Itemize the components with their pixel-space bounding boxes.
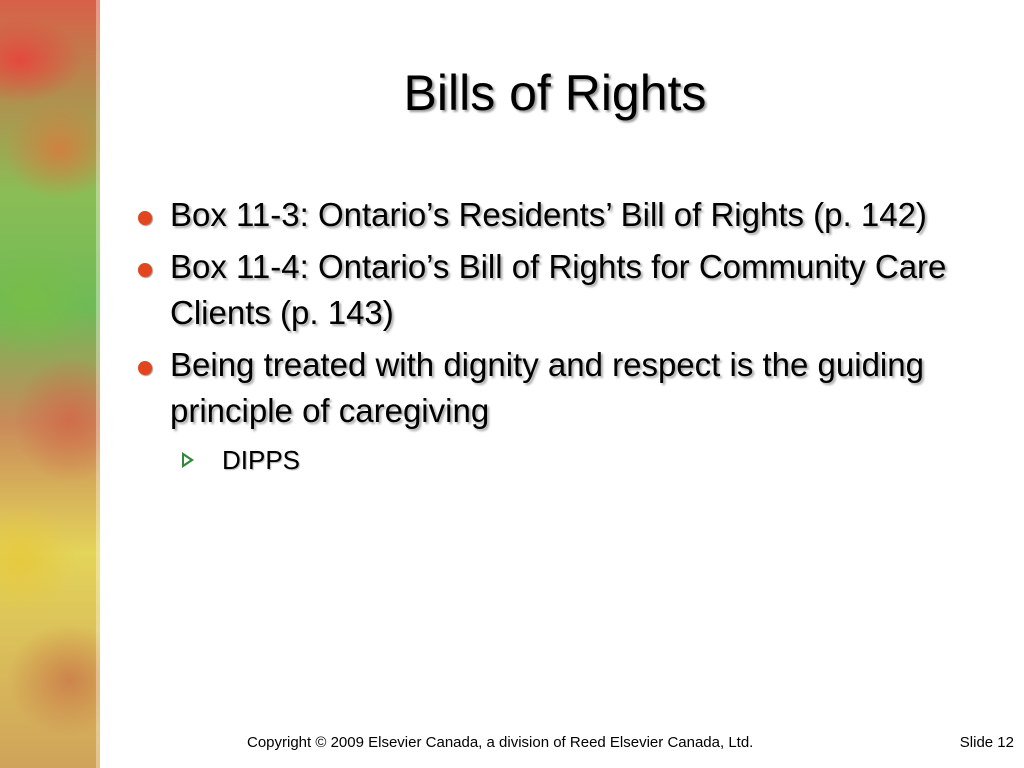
- bullet-item: [130, 192, 970, 238]
- footer: [100, 732, 1024, 756]
- green-arrow-bullet-icon: [182, 452, 194, 468]
- bullet-list: [130, 192, 970, 480]
- bullet-item: [130, 244, 970, 336]
- slide-number: Slide 12: [959, 734, 1014, 751]
- orange-dot-bullet-icon: [138, 361, 152, 375]
- bullet-item: [130, 342, 970, 434]
- bullet-text: Box 11-3: Ontario’s Residents’ Bill of Rights (p. 142): [170, 196, 927, 233]
- orange-dot-bullet-icon: [138, 263, 152, 277]
- copyright-text: Copyright © 2009 Elsevier Canada, a division of Reed Elsevier Canada, Ltd.: [247, 734, 754, 751]
- sub-bullet-text: DIPPS: [222, 445, 301, 475]
- bullet-text: Being treated with dignity and respect is the guiding principle of caregiving: [170, 346, 924, 429]
- sub-bullet-item: [130, 440, 970, 480]
- bullet-text: Box 11-4: Ontario’s Bill of Rights for Community Care Clients (p. 143): [170, 248, 947, 331]
- decorative-sidebar: [0, 0, 100, 768]
- orange-dot-bullet-icon: [138, 211, 152, 225]
- slide-title: Bills of Rights: [403, 65, 707, 121]
